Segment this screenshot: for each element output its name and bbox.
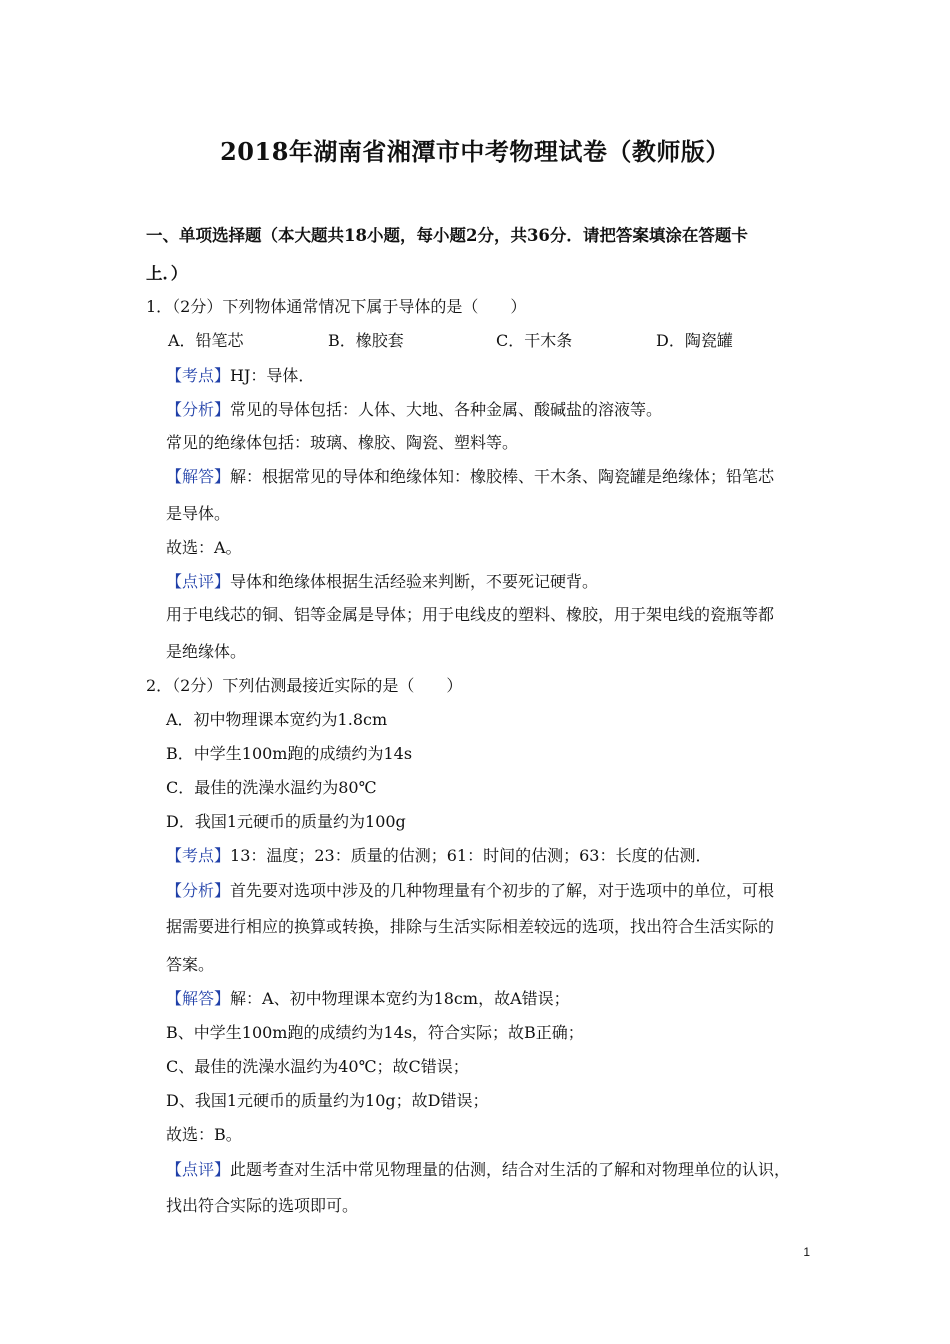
q2-option-c: C．最佳的洗澡水温约为80℃ bbox=[166, 778, 377, 797]
q1-dianping bbox=[166, 569, 598, 592]
fenxi-tag: 【分析】 bbox=[166, 881, 231, 900]
q1-fenxi bbox=[166, 397, 662, 420]
q2-dianping bbox=[166, 1157, 790, 1180]
q2-jieda-text: 解：A、初中物理课本宽约为18cm，故A错误； bbox=[230, 989, 570, 1008]
q2-dianping-text: 此题考查对生活中常见物理量的估测，结合对生活的了解和对物理单位的认识， bbox=[230, 1160, 791, 1179]
q2-fenxi-line2: 据需要进行相应的换算或转换，排除与生活实际相差较远的选项，找出符合生活实际的 bbox=[166, 917, 775, 936]
q1-answer: 故选：A。 bbox=[166, 538, 242, 557]
jieda-tag: 【解答】 bbox=[166, 989, 231, 1008]
q2-kaodian bbox=[166, 843, 711, 866]
q1-option-c: C．干木条 bbox=[496, 331, 573, 350]
q2-fenxi-line3: 答案。 bbox=[166, 955, 215, 974]
q2-dianping-line2: 找出符合实际的选项即可。 bbox=[166, 1196, 359, 1215]
page-number: 1 bbox=[803, 1245, 810, 1259]
dianping-tag: 【点评】 bbox=[166, 572, 231, 591]
q1-option-d: D．陶瓷罐 bbox=[656, 331, 733, 350]
q2-option-b: B．中学生100m跑的成绩约为14s bbox=[166, 744, 413, 763]
q2-fenxi-text: 首先要对选项中涉及的几种物理量有个初步的了解，对于选项中的单位，可根 bbox=[230, 881, 775, 900]
q2-fenxi bbox=[166, 878, 774, 901]
q2-kaodian-text: 13：温度；23：质量的估测；61：时间的估测；63：长度的估测． bbox=[230, 846, 712, 865]
page-title: 2018年湖南省湘潭市中考物理试卷（教师版） bbox=[220, 137, 730, 166]
section-heading-line1: 一、单项选择题（本大题共18小题，每小题2分，共36分．请把答案填涂在答题卡 bbox=[146, 226, 748, 245]
jieda-tag: 【解答】 bbox=[166, 467, 231, 486]
q1-jieda-text: 解：根据常见的导体和绝缘体知：橡胶棒、干木条、陶瓷罐是绝缘体；铅笔芯 bbox=[230, 467, 775, 486]
kaodian-tag: 【考点】 bbox=[166, 846, 231, 865]
fenxi-tag: 【分析】 bbox=[166, 400, 231, 419]
q2-jieda-line3: C、最佳的洗澡水温约为40℃；故C错误； bbox=[166, 1057, 469, 1076]
q1-kaodian bbox=[166, 363, 314, 386]
q2-jieda-line4: D、我国1元硬币的质量约为10g；故D错误； bbox=[166, 1091, 489, 1110]
q2-jieda bbox=[166, 986, 570, 1009]
q1-option-a: A．铅笔芯 bbox=[168, 331, 244, 350]
section-heading-line2: 上．） bbox=[146, 264, 188, 283]
q1-option-b: B．橡胶套 bbox=[328, 331, 404, 350]
q2-jieda-line2: B、中学生100m跑的成绩约为14s，符合实际；故B正确； bbox=[166, 1023, 584, 1042]
q1-dianping-line2: 用于电线芯的铜、铝等金属是导体；用于电线皮的塑料、橡胶，用于架电线的瓷瓶等都 bbox=[166, 605, 775, 624]
q1-dianping-line3: 是绝缘体。 bbox=[166, 642, 247, 661]
q1-kaodian-text: HJ：导体． bbox=[230, 366, 315, 385]
q1-dianping-text: 导体和绝缘体根据生活经验来判断，不要死记硬背。 bbox=[230, 572, 599, 591]
q1-fenxi-text: 常见的导体包括：人体、大地、各种金属、酸碱盐的溶液等。 bbox=[230, 400, 663, 419]
dianping-tag: 【点评】 bbox=[166, 1160, 231, 1179]
q2-option-a: A．初中物理课本宽约为1.8cm bbox=[166, 710, 388, 729]
q2-option-d: D．我国1元硬币的质量约为100g bbox=[166, 812, 406, 831]
q2-answer: 故选：B。 bbox=[166, 1125, 242, 1144]
q2-stem: 2．（2分）下列估测最接近实际的是（ ） bbox=[146, 676, 463, 695]
q1-jieda bbox=[166, 464, 774, 487]
q1-fenxi-line2: 常见的绝缘体包括：玻璃、橡胶、陶瓷、塑料等。 bbox=[166, 433, 519, 452]
q1-jieda-line2: 是导体。 bbox=[166, 504, 231, 523]
q1-stem: 1．（2分）下列物体通常情况下属于导体的是（ ） bbox=[146, 297, 527, 316]
kaodian-tag: 【考点】 bbox=[166, 366, 231, 385]
